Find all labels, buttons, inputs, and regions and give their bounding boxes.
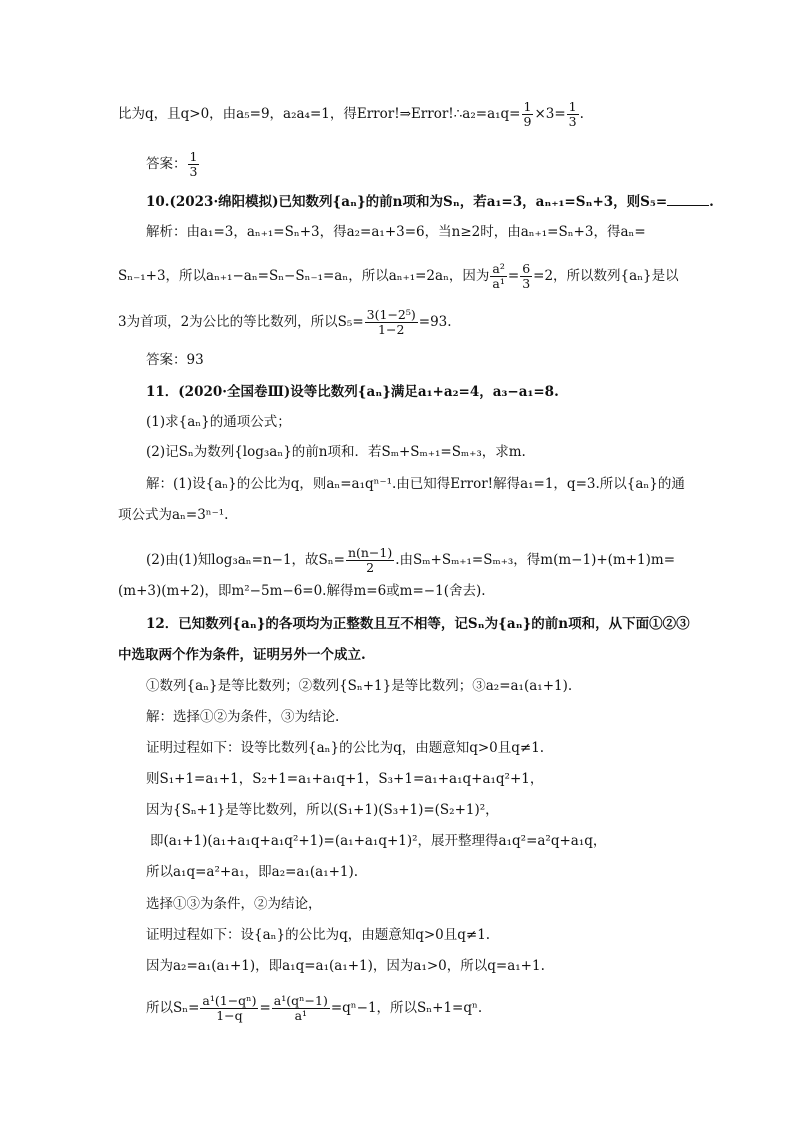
solution-12-line-9: 因为a₂=a₁(a₁+1)，即a₁q=a₁(a₁+1)，因为a₁>0，所以q=a₁+1. xyxy=(146,958,545,974)
fraction-denominator: a¹ xyxy=(294,1008,308,1023)
fraction-numerator: a¹(1−qⁿ) xyxy=(202,993,257,1008)
fraction-denominator: 3 xyxy=(522,276,531,291)
text-line xyxy=(118,100,584,129)
solution-10-line-2 xyxy=(118,262,679,291)
fraction xyxy=(365,308,418,337)
answer-10: 答案：93 xyxy=(146,352,204,368)
text-span: . xyxy=(709,194,714,210)
solution-12-line-4: 因为{Sₙ+1}是等比数列，所以(S₁+1)(S₃+1)=(S₂+1)²， xyxy=(146,802,499,818)
solution-12-line-8: 证明过程如下：设{aₙ}的公比为q，由题意知q>0且q≠1. xyxy=(146,927,491,943)
fraction-numerator: a² xyxy=(492,261,505,276)
question-12-options: ①数列{aₙ}是等比数列；②数列{Sₙ+1}是等比数列；③a₂=a₁(a₁+1). xyxy=(146,678,573,694)
question-12-line-1: 12．已知数列{aₙ}的各项均为正整数且互不相等，记Sₙ为{aₙ}的前n项和，从下面①②③ xyxy=(146,616,690,632)
fraction xyxy=(520,262,532,291)
text-span: 所以Sₙ= xyxy=(146,1000,200,1016)
text-span: Sₙ₋₁+3，所以aₙ₊₁−aₙ=Sₙ−Sₙ₋₁=aₙ，所以aₙ₊₁=2aₙ，因为 xyxy=(118,268,490,284)
fraction xyxy=(272,994,330,1023)
solution-11-line-3 xyxy=(146,546,675,575)
fraction xyxy=(188,150,200,179)
text-span: ×3= xyxy=(534,106,566,122)
text-span: =93. xyxy=(418,314,452,330)
text-span: =2，所以数列{aₙ}是以 xyxy=(533,268,679,284)
fraction xyxy=(346,546,394,575)
fraction-numerator: a¹(qⁿ−1) xyxy=(273,993,328,1008)
text-span: =qⁿ−1，所以Sₙ+1=qⁿ. xyxy=(330,1000,483,1016)
answer-blank xyxy=(667,193,709,206)
question-11: 11．(2020·全国卷Ⅲ)设等比数列{aₙ}满足a₁+a₂=4，a₃−a₁=8. xyxy=(146,384,559,400)
fraction-numerator: n(n−1) xyxy=(347,545,393,560)
text-span: = xyxy=(507,268,520,284)
question-12-line-2: 中选取两个作为条件，证明另外一个成立. xyxy=(118,647,366,663)
fraction xyxy=(490,262,506,291)
solution-12-line-6: 所以a₁q=a²+a₁，即a₂=a₁(a₁+1). xyxy=(146,864,359,880)
fraction-numerator: 1 xyxy=(523,99,532,114)
solution-10-line-1: 解析：由a₁=3，aₙ₊₁=Sₙ+3，得a₂=a₁+3=6，当n≥2时，由aₙ₊₁=Sₙ+3，得aₙ= xyxy=(146,224,646,240)
fraction xyxy=(200,994,258,1023)
fraction xyxy=(567,100,579,129)
text-span: = xyxy=(259,1000,271,1016)
solution-11-line-2: 项公式为aₙ=3ⁿ⁻¹. xyxy=(118,507,229,523)
fraction-denominator: 1−q xyxy=(216,1008,243,1023)
solution-12-line-5: 即(a₁+1)(a₁+a₁q+a₁q²+1)=(a₁+a₁q+1)²，展开整理得a₁q²=a²q+a₁q， xyxy=(150,833,607,849)
text-span: . xyxy=(579,106,584,122)
solution-11-line-1: 解：(1)设{aₙ}的公比为q，则aₙ=a₁qⁿ⁻¹.由已知得Error!解得a₁=1，q=3.所以{aₙ}的通 xyxy=(146,476,685,492)
question-11-part-1: (1)求{aₙ}的通项公式； xyxy=(146,414,291,430)
fraction-denominator: 3 xyxy=(568,114,577,129)
fraction-numerator: 1 xyxy=(568,99,577,114)
fraction-numerator: 6 xyxy=(522,261,531,276)
fraction-denominator: a¹ xyxy=(492,276,505,291)
answer-9 xyxy=(146,150,200,179)
fraction-denominator: 9 xyxy=(523,114,532,129)
question-10 xyxy=(146,192,714,212)
text-span: 3为首项，2为公比的等比数列，所以S₅= xyxy=(118,314,364,330)
fraction-numerator: 3(1−2⁵) xyxy=(366,307,416,322)
fraction-denominator: 2 xyxy=(366,560,375,575)
text-span: 比为q，且q>0，由a₅=9，a₂a₄=1，得Error!⇒Error!∴a₂=a₁q= xyxy=(118,106,521,122)
solution-12-line-7: 选择①③为条件，②为结论， xyxy=(146,896,322,912)
text-span: .由Sₘ+Sₘ₊₁=Sₘ₊₃，得m(m−1)+(m+1)m= xyxy=(395,552,676,568)
question-text: 10.(2023·绵阳模拟)已知数列{aₙ}的前n项和为Sₙ，若a₁=3，aₙ₊₁=Sₙ+3，则S₅= xyxy=(146,194,668,210)
solution-12-line-10 xyxy=(146,994,482,1023)
solution-11-line-4: (m+3)(m+2)，即m²−5m−6=0.解得m=6或m=−1(舍去). xyxy=(118,583,486,599)
fraction xyxy=(522,100,534,129)
question-11-part-2: (2)记Sₙ为数列{log₃aₙ}的前n项和．若Sₘ+Sₘ₊₁=Sₘ₊₃，求m. xyxy=(146,444,526,460)
text-span: (2)由(1)知log₃aₙ=n−1，故Sₙ= xyxy=(146,552,345,568)
fraction-denominator: 1−2 xyxy=(378,322,405,337)
solution-12-line-1: 解：选择①②为条件，③为结论. xyxy=(146,709,340,725)
solution-12-line-2: 证明过程如下：设等比数列{aₙ}的公比为q，由题意知q>0且q≠1. xyxy=(146,740,545,756)
answer-label: 答案： xyxy=(146,156,187,172)
fraction-numerator: 1 xyxy=(189,149,198,164)
solution-10-line-3 xyxy=(118,308,452,337)
solution-12-line-3: 则S₁+1=a₁+1，S₂+1=a₁+a₁q+1，S₃+1=a₁+a₁q+a₁q²+1， xyxy=(146,771,544,787)
fraction-denominator: 3 xyxy=(189,164,198,179)
